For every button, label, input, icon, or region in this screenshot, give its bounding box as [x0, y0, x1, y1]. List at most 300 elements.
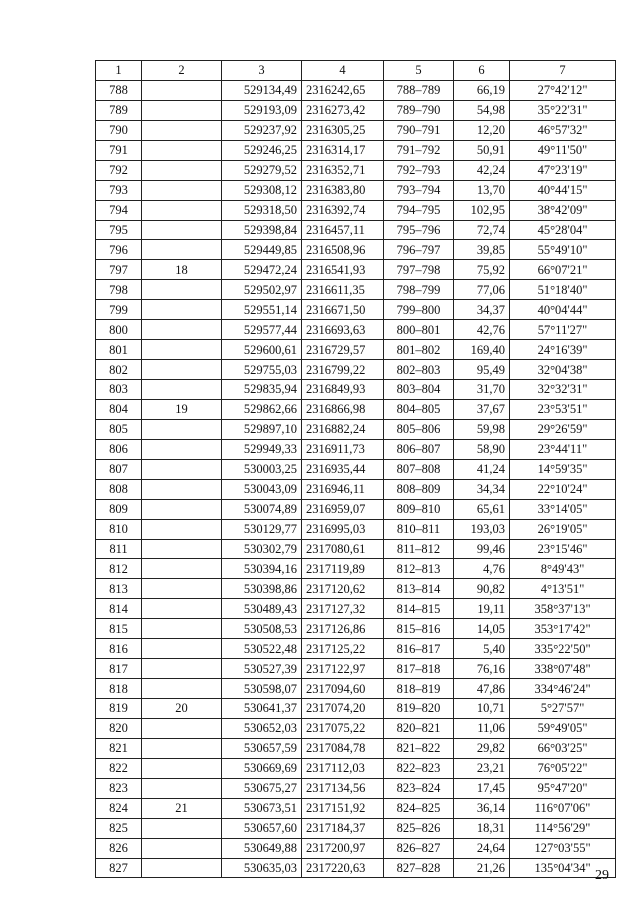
- distance-cell: 34,34: [454, 479, 510, 499]
- bearing-cell: 334°46'24": [510, 679, 616, 699]
- bearing-cell: 26°19'05": [510, 519, 616, 539]
- segment-cell: 805–806: [384, 419, 454, 439]
- point-number-cell: 802: [96, 360, 142, 380]
- point-number-cell: 806: [96, 439, 142, 459]
- point-number-cell: 794: [96, 200, 142, 220]
- bearing-cell: 49°11'50": [510, 140, 616, 160]
- table-row: [96, 519, 616, 539]
- boundary-point-cell: [142, 80, 222, 100]
- y-coordinate-cell: 2317075,22: [302, 718, 384, 738]
- segment-cell: 795–796: [384, 220, 454, 240]
- distance-cell: 37,67: [454, 399, 510, 419]
- y-coordinate-cell: 2317122,97: [302, 659, 384, 679]
- bearing-cell: 4°13'51": [510, 579, 616, 599]
- y-coordinate-cell: 2317084,78: [302, 738, 384, 758]
- point-number-cell: 818: [96, 679, 142, 699]
- segment-cell: 808–809: [384, 479, 454, 499]
- x-coordinate-cell: 530489,43: [222, 599, 302, 619]
- segment-cell: 809–810: [384, 499, 454, 519]
- point-number-cell: 812: [96, 559, 142, 579]
- point-number-cell: 825: [96, 818, 142, 838]
- table-row: [96, 360, 616, 380]
- table-row: [96, 280, 616, 300]
- x-coordinate-cell: 529502,97: [222, 280, 302, 300]
- table-body: [96, 80, 616, 878]
- header-row: [96, 61, 616, 81]
- x-coordinate-cell: 529600,61: [222, 340, 302, 360]
- x-coordinate-cell: 530522,48: [222, 639, 302, 659]
- distance-cell: 21,26: [454, 858, 510, 878]
- segment-cell: 801–802: [384, 340, 454, 360]
- point-number-cell: 821: [96, 738, 142, 758]
- point-number-cell: 822: [96, 758, 142, 778]
- x-coordinate-cell: 530527,39: [222, 659, 302, 679]
- point-number-cell: 811: [96, 539, 142, 559]
- segment-cell: 797–798: [384, 260, 454, 280]
- distance-cell: 34,37: [454, 300, 510, 320]
- segment-cell: 815–816: [384, 619, 454, 639]
- bearing-cell: 32°04'38": [510, 360, 616, 380]
- point-number-cell: 793: [96, 180, 142, 200]
- x-coordinate-cell: 529308,12: [222, 180, 302, 200]
- boundary-point-cell: 20: [142, 699, 222, 719]
- x-coordinate-cell: 530635,03: [222, 858, 302, 878]
- bearing-cell: 22°10'24": [510, 479, 616, 499]
- distance-cell: 31,70: [454, 380, 510, 400]
- boundary-point-cell: [142, 559, 222, 579]
- boundary-point-cell: [142, 180, 222, 200]
- point-number-cell: 789: [96, 100, 142, 120]
- table-row: [96, 200, 616, 220]
- table-row: [96, 160, 616, 180]
- y-coordinate-cell: 2316693,63: [302, 320, 384, 340]
- distance-cell: 14,05: [454, 619, 510, 639]
- boundary-point-cell: [142, 738, 222, 758]
- page-number: 29: [595, 868, 609, 883]
- y-coordinate-cell: 2317151,92: [302, 798, 384, 818]
- table-row: [96, 439, 616, 459]
- segment-cell: 802–803: [384, 360, 454, 380]
- distance-cell: 19,11: [454, 599, 510, 619]
- boundary-point-cell: [142, 300, 222, 320]
- segment-cell: 791–792: [384, 140, 454, 160]
- x-coordinate-cell: 529577,44: [222, 320, 302, 340]
- table-row: [96, 659, 616, 679]
- distance-cell: 95,49: [454, 360, 510, 380]
- distance-cell: 11,06: [454, 718, 510, 738]
- distance-cell: 59,98: [454, 419, 510, 439]
- distance-cell: 4,76: [454, 559, 510, 579]
- coordinates-table: [95, 60, 616, 878]
- table-row: [96, 300, 616, 320]
- boundary-point-cell: [142, 419, 222, 439]
- y-coordinate-cell: 2316729,57: [302, 340, 384, 360]
- y-coordinate-cell: 2316959,07: [302, 499, 384, 519]
- boundary-point-cell: 18: [142, 260, 222, 280]
- distance-cell: 18,31: [454, 818, 510, 838]
- y-coordinate-cell: 2316508,96: [302, 240, 384, 260]
- y-coordinate-cell: 2316866,98: [302, 399, 384, 419]
- x-coordinate-cell: 529835,94: [222, 380, 302, 400]
- x-coordinate-cell: 530394,16: [222, 559, 302, 579]
- distance-cell: 10,71: [454, 699, 510, 719]
- segment-cell: 825–826: [384, 818, 454, 838]
- x-coordinate-cell: 529755,03: [222, 360, 302, 380]
- segment-cell: 818–819: [384, 679, 454, 699]
- segment-cell: 817–818: [384, 659, 454, 679]
- boundary-point-cell: [142, 280, 222, 300]
- boundary-point-cell: [142, 838, 222, 858]
- segment-cell: 823–824: [384, 778, 454, 798]
- distance-cell: 41,24: [454, 459, 510, 479]
- column-header-7: 7: [510, 61, 616, 81]
- y-coordinate-cell: 2316882,24: [302, 419, 384, 439]
- boundary-point-cell: [142, 519, 222, 539]
- segment-cell: 796–797: [384, 240, 454, 260]
- point-number-cell: 795: [96, 220, 142, 240]
- boundary-point-cell: [142, 858, 222, 878]
- x-coordinate-cell: 530641,37: [222, 699, 302, 719]
- y-coordinate-cell: 2316352,71: [302, 160, 384, 180]
- y-coordinate-cell: 2316611,35: [302, 280, 384, 300]
- distance-cell: 42,76: [454, 320, 510, 340]
- y-coordinate-cell: 2316671,50: [302, 300, 384, 320]
- table-row: [96, 419, 616, 439]
- bearing-cell: 33°14'05": [510, 499, 616, 519]
- bearing-cell: 116°07'06": [510, 798, 616, 818]
- y-coordinate-cell: 2317080,61: [302, 539, 384, 559]
- column-header-6: 6: [454, 61, 510, 81]
- bearing-cell: 29°26'59": [510, 419, 616, 439]
- x-coordinate-cell: 530398,86: [222, 579, 302, 599]
- point-number-cell: 788: [96, 80, 142, 100]
- point-number-cell: 804: [96, 399, 142, 419]
- distance-cell: 12,20: [454, 120, 510, 140]
- segment-cell: 807–808: [384, 459, 454, 479]
- table-row: [96, 320, 616, 340]
- segment-cell: 794–795: [384, 200, 454, 220]
- segment-cell: 812–813: [384, 559, 454, 579]
- bearing-cell: 32°32'31": [510, 380, 616, 400]
- x-coordinate-cell: 529246,25: [222, 140, 302, 160]
- column-header-1: 1: [96, 61, 142, 81]
- point-number-cell: 817: [96, 659, 142, 679]
- y-coordinate-cell: 2316911,73: [302, 439, 384, 459]
- segment-cell: 827–828: [384, 858, 454, 878]
- y-coordinate-cell: 2316849,93: [302, 380, 384, 400]
- distance-cell: 54,98: [454, 100, 510, 120]
- point-number-cell: 819: [96, 699, 142, 719]
- table-row: [96, 838, 616, 858]
- distance-cell: 17,45: [454, 778, 510, 798]
- distance-cell: 65,61: [454, 499, 510, 519]
- distance-cell: 72,74: [454, 220, 510, 240]
- table-row: [96, 559, 616, 579]
- table-row: [96, 499, 616, 519]
- segment-cell: 819–820: [384, 699, 454, 719]
- x-coordinate-cell: 529551,14: [222, 300, 302, 320]
- table-row: [96, 399, 616, 419]
- boundary-point-cell: [142, 599, 222, 619]
- boundary-point-cell: [142, 758, 222, 778]
- bearing-cell: 55°49'10": [510, 240, 616, 260]
- segment-cell: 814–815: [384, 599, 454, 619]
- y-coordinate-cell: 2316392,74: [302, 200, 384, 220]
- distance-cell: 77,06: [454, 280, 510, 300]
- distance-cell: 47,86: [454, 679, 510, 699]
- segment-cell: 799–800: [384, 300, 454, 320]
- x-coordinate-cell: 529897,10: [222, 419, 302, 439]
- bearing-cell: 8°49'43": [510, 559, 616, 579]
- bearing-cell: 59°49'05": [510, 718, 616, 738]
- y-coordinate-cell: 2317184,37: [302, 818, 384, 838]
- point-number-cell: 814: [96, 599, 142, 619]
- segment-cell: 798–799: [384, 280, 454, 300]
- distance-cell: 99,46: [454, 539, 510, 559]
- table-row: [96, 459, 616, 479]
- x-coordinate-cell: 529134,49: [222, 80, 302, 100]
- x-coordinate-cell: 530673,51: [222, 798, 302, 818]
- bearing-cell: 40°04'44": [510, 300, 616, 320]
- table-row: [96, 718, 616, 738]
- point-number-cell: 792: [96, 160, 142, 180]
- x-coordinate-cell: 530652,03: [222, 718, 302, 738]
- y-coordinate-cell: 2317127,32: [302, 599, 384, 619]
- segment-cell: 810–811: [384, 519, 454, 539]
- table-row: [96, 180, 616, 200]
- x-coordinate-cell: 530669,69: [222, 758, 302, 778]
- boundary-point-cell: [142, 380, 222, 400]
- segment-cell: 793–794: [384, 180, 454, 200]
- y-coordinate-cell: 2316314,17: [302, 140, 384, 160]
- table-row: [96, 539, 616, 559]
- distance-cell: 66,19: [454, 80, 510, 100]
- y-coordinate-cell: 2317112,03: [302, 758, 384, 778]
- boundary-point-cell: [142, 818, 222, 838]
- segment-cell: 789–790: [384, 100, 454, 120]
- bearing-cell: 24°16'39": [510, 340, 616, 360]
- distance-cell: 50,91: [454, 140, 510, 160]
- table-row: [96, 798, 616, 818]
- x-coordinate-cell: 529237,92: [222, 120, 302, 140]
- boundary-point-cell: [142, 718, 222, 738]
- x-coordinate-cell: 530508,53: [222, 619, 302, 639]
- x-coordinate-cell: 529472,24: [222, 260, 302, 280]
- y-coordinate-cell: 2317126,86: [302, 619, 384, 639]
- boundary-point-cell: [142, 539, 222, 559]
- distance-cell: 42,24: [454, 160, 510, 180]
- y-coordinate-cell: 2316457,11: [302, 220, 384, 240]
- boundary-point-cell: [142, 619, 222, 639]
- point-number-cell: 823: [96, 778, 142, 798]
- y-coordinate-cell: 2316799,22: [302, 360, 384, 380]
- boundary-point-cell: [142, 360, 222, 380]
- table-row: [96, 778, 616, 798]
- segment-cell: 804–805: [384, 399, 454, 419]
- x-coordinate-cell: 530074,89: [222, 499, 302, 519]
- segment-cell: 826–827: [384, 838, 454, 858]
- segment-cell: 800–801: [384, 320, 454, 340]
- bearing-cell: 35°22'31": [510, 100, 616, 120]
- bearing-cell: 23°53'51": [510, 399, 616, 419]
- table-row: [96, 240, 616, 260]
- x-coordinate-cell: 530657,60: [222, 818, 302, 838]
- bearing-cell: 358°37'13": [510, 599, 616, 619]
- y-coordinate-cell: 2317125,22: [302, 639, 384, 659]
- point-number-cell: 827: [96, 858, 142, 878]
- y-coordinate-cell: 2317220,63: [302, 858, 384, 878]
- distance-cell: 36,14: [454, 798, 510, 818]
- point-number-cell: 824: [96, 798, 142, 818]
- segment-cell: 822–823: [384, 758, 454, 778]
- point-number-cell: 813: [96, 579, 142, 599]
- distance-cell: 193,03: [454, 519, 510, 539]
- bearing-cell: 27°42'12": [510, 80, 616, 100]
- boundary-point-cell: [142, 200, 222, 220]
- y-coordinate-cell: 2317120,62: [302, 579, 384, 599]
- point-number-cell: 815: [96, 619, 142, 639]
- bearing-cell: 38°42'09": [510, 200, 616, 220]
- distance-cell: 29,82: [454, 738, 510, 758]
- bearing-cell: 353°17'42": [510, 619, 616, 639]
- boundary-point-cell: [142, 439, 222, 459]
- table-row: [96, 679, 616, 699]
- boundary-point-cell: [142, 320, 222, 340]
- x-coordinate-cell: 529193,09: [222, 100, 302, 120]
- y-coordinate-cell: 2316383,80: [302, 180, 384, 200]
- x-coordinate-cell: 530598,07: [222, 679, 302, 699]
- bearing-cell: 23°44'11": [510, 439, 616, 459]
- table-row: [96, 619, 616, 639]
- segment-cell: 820–821: [384, 718, 454, 738]
- table-row: [96, 340, 616, 360]
- point-number-cell: 803: [96, 380, 142, 400]
- y-coordinate-cell: 2316935,44: [302, 459, 384, 479]
- bearing-cell: 57°11'27": [510, 320, 616, 340]
- y-coordinate-cell: 2317119,89: [302, 559, 384, 579]
- x-coordinate-cell: 529279,52: [222, 160, 302, 180]
- point-number-cell: 796: [96, 240, 142, 260]
- bearing-cell: 335°22'50": [510, 639, 616, 659]
- bearing-cell: 40°44'15": [510, 180, 616, 200]
- boundary-point-cell: [142, 499, 222, 519]
- table-row: [96, 599, 616, 619]
- distance-cell: 24,64: [454, 838, 510, 858]
- x-coordinate-cell: 529318,50: [222, 200, 302, 220]
- distance-cell: 58,90: [454, 439, 510, 459]
- x-coordinate-cell: 529398,84: [222, 220, 302, 240]
- point-number-cell: 791: [96, 140, 142, 160]
- bearing-cell: 66°07'21": [510, 260, 616, 280]
- bearing-cell: 23°15'46": [510, 539, 616, 559]
- x-coordinate-cell: 530657,59: [222, 738, 302, 758]
- bearing-cell: 76°05'22": [510, 758, 616, 778]
- table-header: [96, 61, 616, 81]
- y-coordinate-cell: 2316946,11: [302, 479, 384, 499]
- point-number-cell: 800: [96, 320, 142, 340]
- table-row: [96, 120, 616, 140]
- y-coordinate-cell: 2316541,93: [302, 260, 384, 280]
- point-number-cell: 808: [96, 479, 142, 499]
- segment-cell: 824–825: [384, 798, 454, 818]
- bearing-cell: 14°59'35": [510, 459, 616, 479]
- segment-cell: 813–814: [384, 579, 454, 599]
- table-row: [96, 220, 616, 240]
- segment-cell: 803–804: [384, 380, 454, 400]
- column-header-2: 2: [142, 61, 222, 81]
- boundary-point-cell: [142, 100, 222, 120]
- boundary-point-cell: [142, 659, 222, 679]
- distance-cell: 90,82: [454, 579, 510, 599]
- boundary-point-cell: [142, 240, 222, 260]
- table-row: [96, 100, 616, 120]
- point-number-cell: 810: [96, 519, 142, 539]
- table-row: [96, 738, 616, 758]
- x-coordinate-cell: 530003,25: [222, 459, 302, 479]
- segment-cell: 816–817: [384, 639, 454, 659]
- x-coordinate-cell: 529949,33: [222, 439, 302, 459]
- segment-cell: 806–807: [384, 439, 454, 459]
- distance-cell: 5,40: [454, 639, 510, 659]
- table-row: [96, 579, 616, 599]
- bearing-cell: 127°03'55": [510, 838, 616, 858]
- bearing-cell: 5°27'57": [510, 699, 616, 719]
- point-number-cell: 798: [96, 280, 142, 300]
- table-row: [96, 858, 616, 878]
- table-row: [96, 639, 616, 659]
- point-number-cell: 816: [96, 639, 142, 659]
- x-coordinate-cell: 530302,79: [222, 539, 302, 559]
- distance-cell: 169,40: [454, 340, 510, 360]
- boundary-point-cell: [142, 479, 222, 499]
- point-number-cell: 807: [96, 459, 142, 479]
- boundary-point-cell: [142, 639, 222, 659]
- bearing-cell: 45°28'04": [510, 220, 616, 240]
- boundary-point-cell: 21: [142, 798, 222, 818]
- boundary-point-cell: [142, 579, 222, 599]
- boundary-point-cell: [142, 459, 222, 479]
- table-row: [96, 818, 616, 838]
- y-coordinate-cell: 2316995,03: [302, 519, 384, 539]
- x-coordinate-cell: 530043,09: [222, 479, 302, 499]
- distance-cell: 39,85: [454, 240, 510, 260]
- segment-cell: 790–791: [384, 120, 454, 140]
- y-coordinate-cell: 2316305,25: [302, 120, 384, 140]
- bearing-cell: 51°18'40": [510, 280, 616, 300]
- table-row: [96, 260, 616, 280]
- table-row: [96, 140, 616, 160]
- bearing-cell: 338°07'48": [510, 659, 616, 679]
- y-coordinate-cell: 2316273,42: [302, 100, 384, 120]
- bearing-cell: 46°57'32": [510, 120, 616, 140]
- bearing-cell: 95°47'20": [510, 778, 616, 798]
- boundary-point-cell: 19: [142, 399, 222, 419]
- distance-cell: 23,21: [454, 758, 510, 778]
- table-row: [96, 380, 616, 400]
- x-coordinate-cell: 530129,77: [222, 519, 302, 539]
- table-row: [96, 80, 616, 100]
- y-coordinate-cell: 2317134,56: [302, 778, 384, 798]
- boundary-point-cell: [142, 160, 222, 180]
- boundary-point-cell: [142, 220, 222, 240]
- boundary-point-cell: [142, 120, 222, 140]
- x-coordinate-cell: 529862,66: [222, 399, 302, 419]
- table-row: [96, 479, 616, 499]
- table-row: [96, 699, 616, 719]
- bearing-cell: 114°56'29": [510, 818, 616, 838]
- segment-cell: 792–793: [384, 160, 454, 180]
- boundary-point-cell: [142, 340, 222, 360]
